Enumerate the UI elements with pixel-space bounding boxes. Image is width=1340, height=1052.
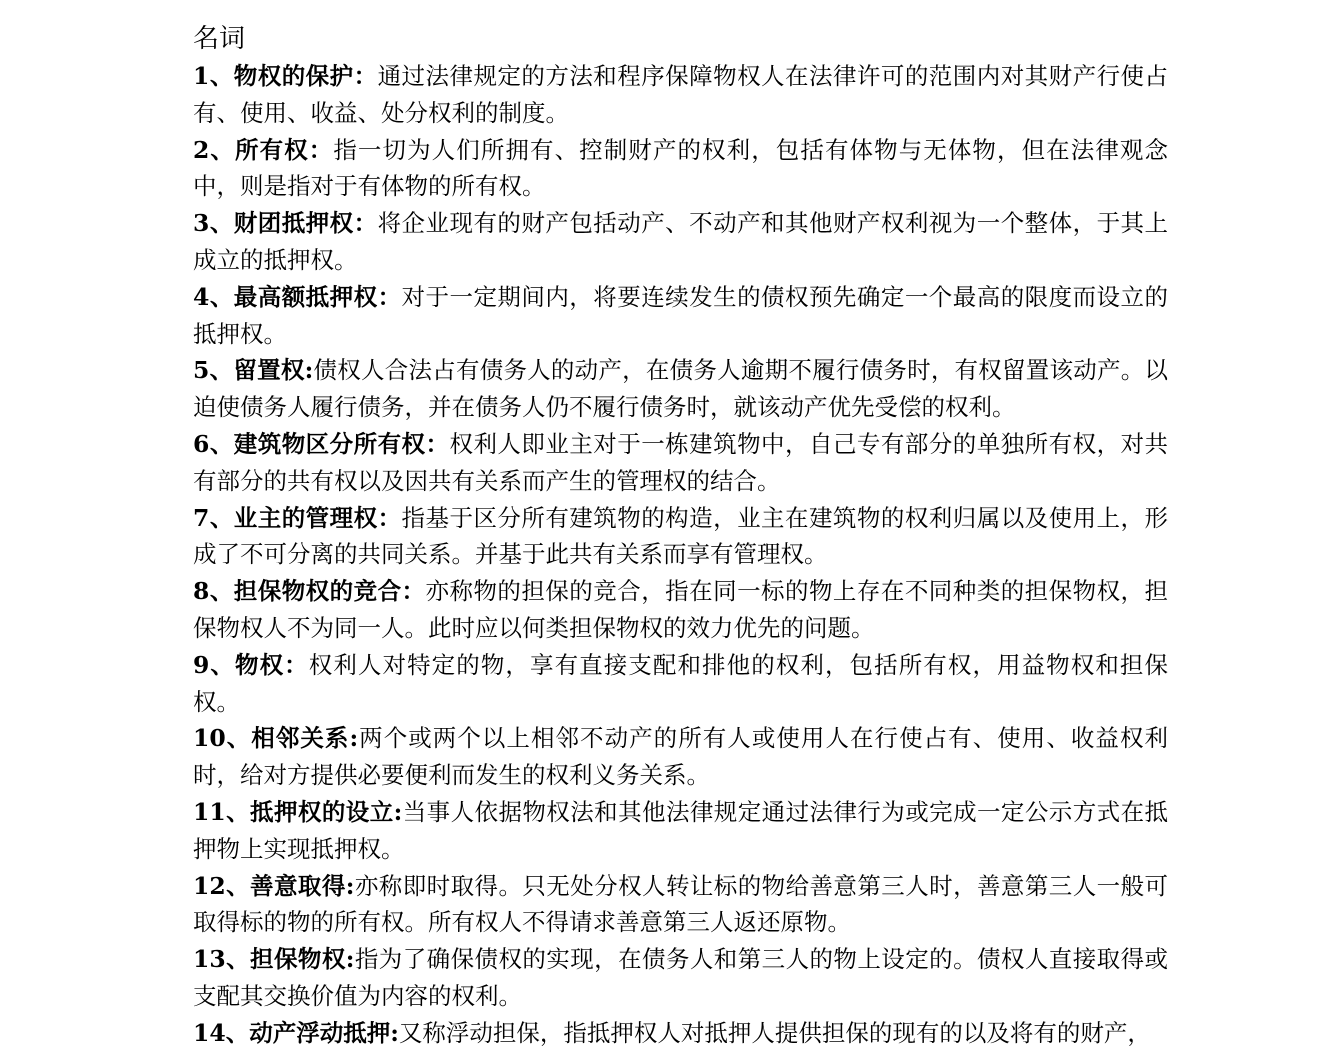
entry-1 (193, 58, 1168, 132)
entry-definition: 将企业现有的财产包括动产、不动产和其他财产权利视为一个整体，于其上成立的抵押权。 (193, 209, 1169, 274)
entry-term: 12、善意取得: (193, 871, 355, 900)
entry-11 (193, 794, 1168, 868)
entry-12 (193, 868, 1168, 942)
entry-term: 13、担保物权: (193, 945, 355, 974)
entry-definition: 指一切为人们所拥有、控制财产的权利，包括有体物与无体物，但在法律观念中，则是指对于有体物的所有权。 (193, 135, 1169, 201)
entry-definition: 权利人对特定的物，享有直接支配和排他的权利，包括所有权，用益物权和担保权。 (193, 650, 1169, 716)
entry-5 (193, 352, 1168, 426)
entry-definition: 通过法律规定的方法和程序保障物权人在法律许可的范围内对其财产行使占有、使用、收益、处分权利的制度。 (193, 62, 1169, 127)
entry-term: 4、最高额抵押权： (193, 282, 402, 311)
entry-term: 8、担保物权的竞合： (193, 577, 426, 606)
entry-2 (193, 132, 1168, 206)
entry-term: 3、财团抵押权： (193, 209, 378, 238)
entry-definition: 债权人合法占有债务人的动产，在债务人逾期不履行债务时，有权留置该动产。以迫使债务人履行债务，并在债务人仍不履行债务时，就该动产优先受偿的权利。 (193, 356, 1169, 422)
entry-10 (193, 720, 1168, 794)
entry-term: 9、物权： (193, 650, 309, 679)
entry-term: 1、物权的保护： (193, 62, 378, 90)
entry-definition: 又称浮动担保，指抵押权人对抵押人提供担保的现有的以及将有的财产， (398, 1018, 1151, 1047)
entry-14 (193, 1015, 1168, 1052)
entry-term: 11、抵押权的设立: (193, 797, 403, 826)
entry-6 (193, 426, 1168, 500)
entry-definition: 当事人依据物权法和其他法律规定通过法律行为或完成一定公示方式在抵押物上实现抵押权。 (193, 797, 1168, 863)
entry-9 (193, 647, 1168, 721)
entry-definition: 指为了确保债权的实现，在债务人和第三人的物上设定的。债权人直接取得或支配其交换价值为内容的权利。 (193, 945, 1168, 1010)
entry-term: 7、业主的管理权： (193, 503, 402, 532)
document-page (193, 20, 1168, 1052)
entry-definition: 亦称即时取得。只无处分权人转让标的物给善意第三人时，善意第三人一般可取得标的物的所有权。所有权人不得请求善意第三人返还原物。 (193, 871, 1168, 937)
entry-definition: 权利人即业主对于一栋建筑物中，自己专有部分的单独所有权，对共有部分的共有权以及因共有关系而产生的管理权的结合。 (193, 429, 1168, 495)
entry-definition: 指基于区分所有建筑物的构造，业主在建筑物的权利归属以及使用上，形成了不可分离的共同关系。并基于此共有关系而享有管理权。 (193, 503, 1168, 569)
entry-term: 6、建筑物区分所有权： (193, 429, 450, 458)
entry-4 (193, 279, 1168, 353)
document-heading: 名词 (193, 24, 246, 54)
entry-term: 5、留置权: (193, 356, 314, 385)
entry-13 (193, 941, 1168, 1015)
entry-term: 2、所有权： (193, 135, 334, 164)
entry-term: 14、动产浮动抵押: (193, 1018, 399, 1047)
entry-definition: 对于一定期间内，将要连续发生的债权预先确定一个最高的限度而设立的抵押权。 (193, 282, 1168, 348)
entry-7 (193, 500, 1168, 574)
entry-term: 10、相邻关系: (193, 724, 359, 753)
entry-definition: 亦称物的担保的竞合，指在同一标的物上存在不同种类的担保物权，担保物权人不为同一人。此时应以何类担保物权的效力优先的问题。 (193, 577, 1168, 642)
entry-8 (193, 573, 1168, 647)
entry-definition: 两个或两个以上相邻不动产的所有人或使用人在行使占有、使用、收益权利时，给对方提供必要便利而发生的权利义务关系。 (193, 724, 1168, 790)
entry-3 (193, 205, 1168, 279)
